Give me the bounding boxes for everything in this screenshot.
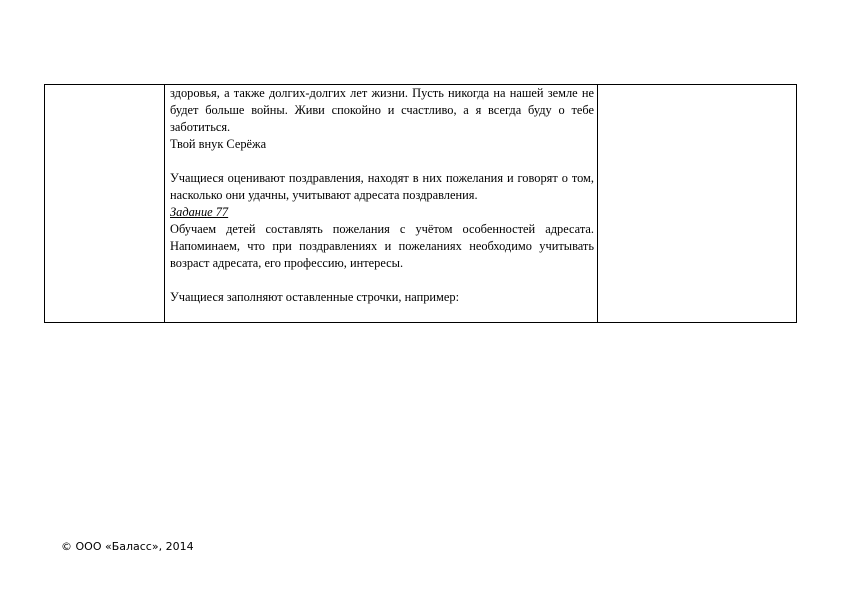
table-cell-left xyxy=(45,85,165,323)
paragraph-gap xyxy=(170,153,594,170)
task-description-text: Обучаем детей составлять пожелания с учётом особенностей адресата. Напоминаем, что при поздравлениях и пожеланиях необходимо учитывать возраст адресата, его профессию, интересы. xyxy=(170,222,594,270)
letter-continuation-text: здоровья, а также долгих-долгих лет жизни. Пусть никогда на нашей земле не будет больше войны. Живи спокойно и счастливо, а я всегда буду о тебе заботиться. xyxy=(170,86,594,134)
students-evaluate-text: Учащиеся оценивают поздравления, находят в них пожелания и говорят о том, насколько они удачны, учитывают адресата поздравления. xyxy=(170,171,594,202)
task-heading: Задание 77 xyxy=(170,205,229,219)
table-cell-right xyxy=(598,85,797,323)
table-cell-content xyxy=(165,85,598,323)
lesson-table xyxy=(44,84,797,323)
table-row xyxy=(45,85,797,323)
paragraph-gap xyxy=(170,272,594,289)
letter-signature: Твой внук Серёжа xyxy=(170,137,267,151)
copyright-footer: © ООО «Баласс», 2014 xyxy=(61,540,194,553)
students-fill-text: Учащиеся заполняют оставленные строчки, например: xyxy=(170,290,460,304)
